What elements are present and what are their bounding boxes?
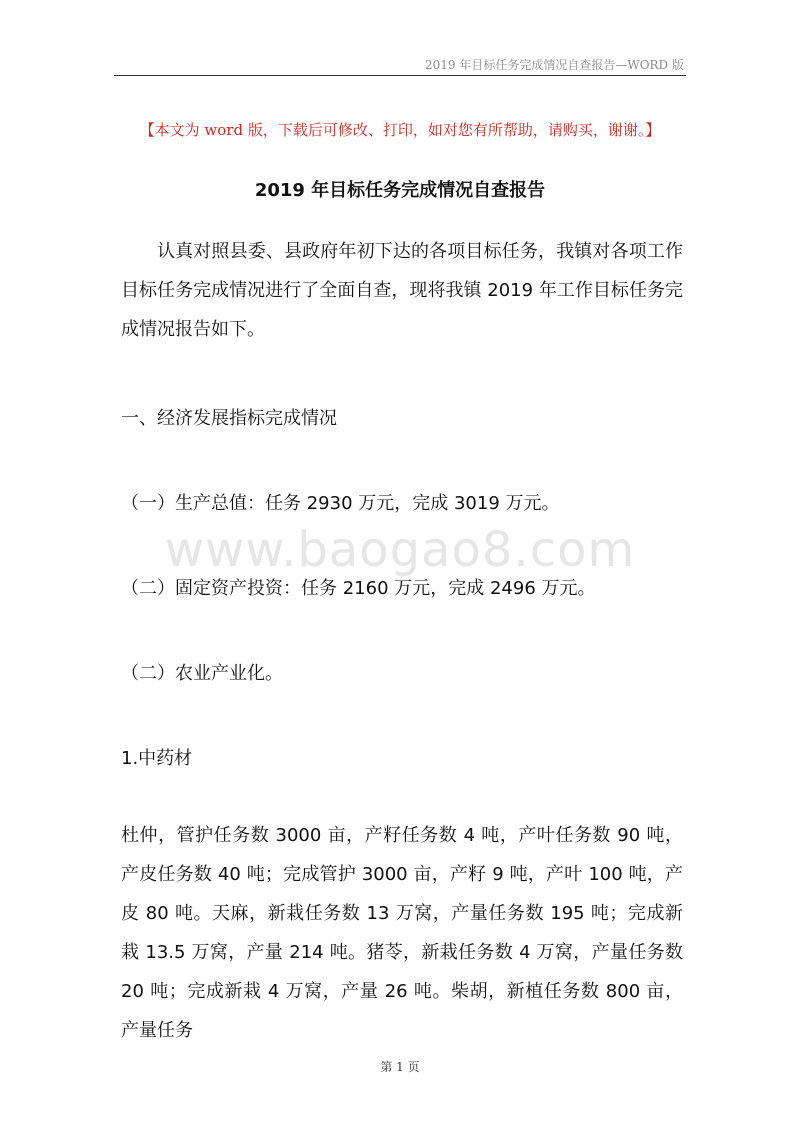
item-gdp: （一）生产总值：任务 2930 万元，完成 3019 万元。	[121, 493, 560, 514]
item-fixed-investment: （二）固定资产投资：任务 2160 万元，完成 2496 万元。	[121, 578, 596, 599]
watermark: www.baogao8.com	[164, 522, 636, 578]
herbs-paragraph: 杜仲，管护任务数 3000 亩，产籽任务数 4 吨，产叶任务数 90 吨，产皮任务数 40 吨；完成管护 3000 亩，产籽 9 吨，产叶 100 吨，产皮 80 吨。天麻，新栽任务数 13 万窝，产量任务数 195 吨；完成新栽 13.5 万窝，产量 214 吨。猪苓，新栽任务数 4 万窝，产量任务数 20 吨；完成新栽 4 万窝，产量 26 吨。柴胡，新植任务数 800 亩，产量任务	[121, 825, 683, 1041]
subheading-herbs: 1.中药材	[121, 748, 193, 769]
header-divider	[114, 75, 686, 76]
intro-paragraph: 认真对照县委、县政府年初下达的各项目标任务，我镇对各项工作目标任务完成情况进行了全面自查，现将我镇 2019 年工作目标任务完成情况报告如下。	[121, 241, 683, 340]
document-title: 2019 年目标任务完成情况自查报告	[254, 180, 546, 201]
running-header: 2019 年目标任务完成情况自查报告—WORD 版	[425, 58, 684, 72]
section-heading-economy: 一、经济发展指标完成情况	[121, 408, 337, 429]
page-number: 第 1 页	[380, 1060, 420, 1074]
item-agriculture: （二）农业产业化。	[121, 663, 283, 684]
download-notice: 【本文为 word 版，下载后可修改、打印，如对您有所帮助，请购买，谢谢。】	[139, 121, 661, 139]
